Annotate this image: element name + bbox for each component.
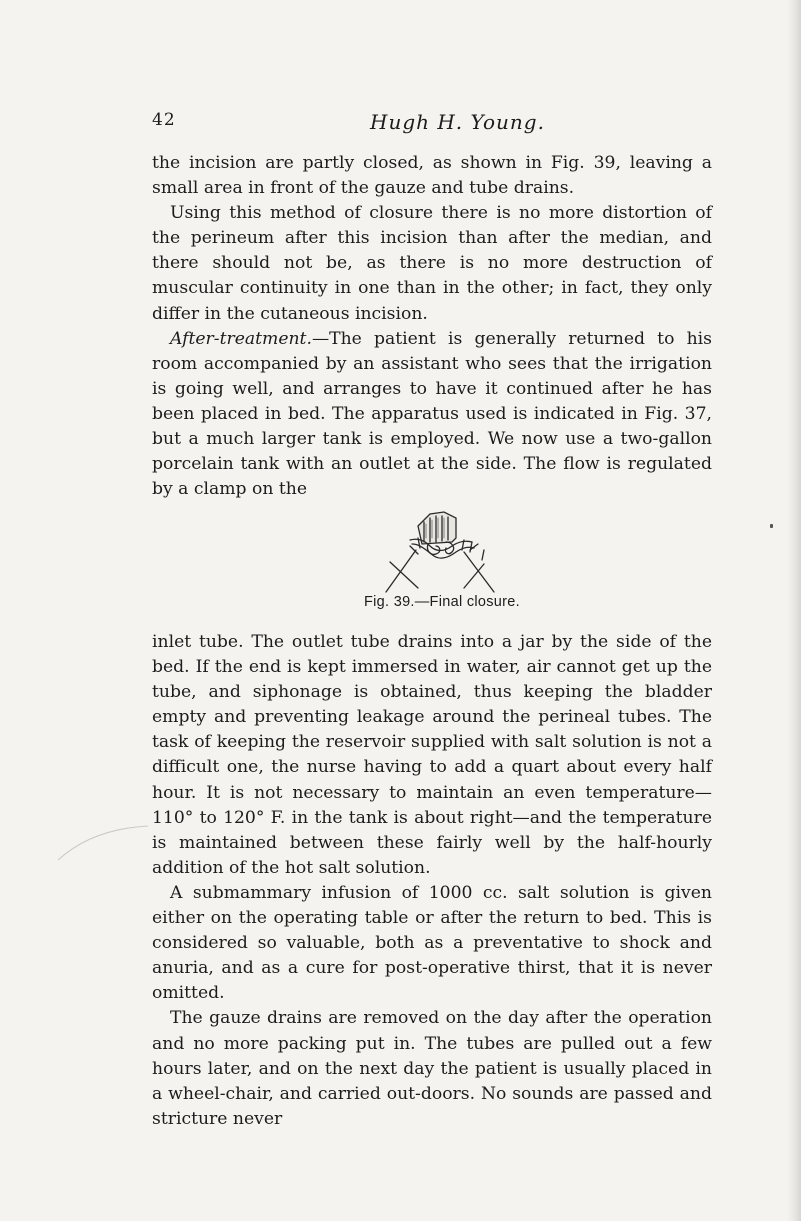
figure-caption: Fig. 39.—Final closure. [364,594,520,610]
paragraph: inlet tube. The outlet tube drains into a jar by the side of the bed. If the end is kept immersed in water, air cannot get up the tube, and siphonage is obtained, thus keeping the bladder empty and preventing leakage around the perineal tubes. The task of keeping the reservoir supplied with salt solution is not a difficult one, the nurse having to add a quart about every half hour. It is not necessary to maintain an even temperature—110° to 120° F. in the tank is about right—and the temperature is maintained between these fairly well by the half-hourly addition of the hot salt solution. [152,632,712,878]
paragraph: A submammary infusion of 1000 cc. salt solution is given either on the operating table or after the return to bed. This is considered so valuable, both as a preventative to shock and anuria, and as a cure for post-operative thirst, that it is never omitted. [152,882,712,1004]
page-number: 42 [152,110,176,130]
paragraph: Using this method of closure there is no more distortion of the perineum after this incision than after the median, and there should not be, as there is no more destruction of muscular continuity in one than in the other; in fact, they only differ in the cutaneous incision. [152,203,712,324]
faint-pencil-mark [30,820,150,880]
after-treatment-paragraph [152,327,712,503]
page-speck [770,524,773,528]
paragraph: The gauze drains are removed on the day after the operation and no more packing put in. The tubes are pulled out a few hours later, and on the next day the patient is usually placed in a wheel-chair, and carried out-doors. No sounds are passed and stricture never [152,1008,712,1129]
after-treatment-heading: After-treatment. [170,328,312,349]
text-block-top [152,151,712,502]
paragraph: the incision are partly closed, as shown in Fig. 39, leaving a small area in front of the gauze and tube drains. [152,153,712,199]
after-treatment-text: —The patient is generally returned to his room accompanied by an assistant who sees that the irrigation is going well, and arranges to have it continued after he has been placed in bed. The apparatus used is indicated in Fig. 37, but a much larger tank is employed. We now use a two-gallon porcelain tank with an outlet at the side. The flow is regulated by a clamp on the [152,328,712,500]
page-header [152,110,712,136]
final-closure-illustration [360,508,580,598]
running-head: Hugh H. Young. [370,110,545,134]
page-edge-shadow [787,0,801,1221]
text-block-bottom [152,630,712,1132]
